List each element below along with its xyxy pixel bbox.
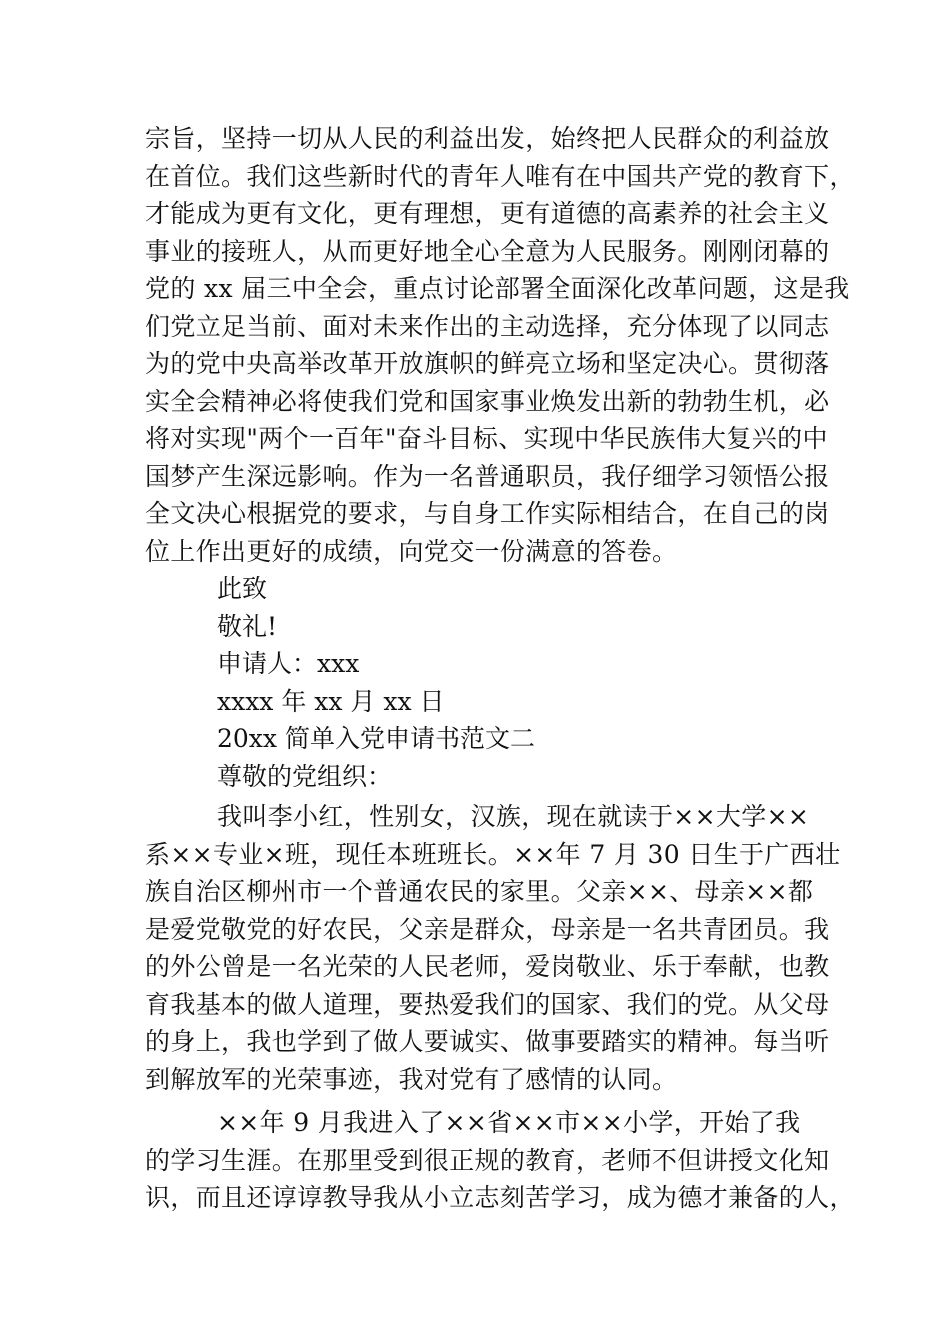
paragraph-self-introduction [145,798,841,1098]
text-line: 的身上，我也学到了做人要诚实、做事要踏实的精神。每当听 [145,1027,830,1056]
text-line: 族自治区柳州市一个普通农民的家里。父亲××、母亲××都 [145,877,814,906]
text-line: 识，而且还谆谆教导我从小立志刻苦学习，成为德才兼备的人， [145,1183,855,1212]
paragraph-party-purpose [145,120,855,570]
text-line: 将对实现"两个一百年"奋斗目标、实现中华民族伟大复兴的中 [145,424,828,453]
text-line: 才能成为更有文化，更有理想，更有道德的高素养的社会主义 [145,199,830,228]
text-line: 宗旨，坚持一切从人民的利益出发，始终把人民群众的利益放 [145,124,830,153]
text-line: 我叫李小红，性别女，汉族，现在就读于××大学×× [217,802,810,831]
text-line: ××年 9 月我进入了××省××市××小学，开始了我 [217,1108,801,1137]
text-line: 位上作出更好的成绩，向党交一份满意的答卷。 [145,536,678,566]
date-line: xxxx 年 xx 月 xx 日 [217,686,445,716]
text-line: 的外公曾是一名光荣的人民老师，爱岗敬业、乐于奉献，也教 [145,952,830,981]
document-body [145,120,855,1217]
text-line: 事业的接班人，从而更好地全心全意为人民服务。刚刚闭幕的 [145,236,830,266]
text-line: 育我基本的做人道理，要热爱我们的国家、我们的党。从父母 [145,989,830,1019]
text-line: 到解放军的光荣事迹，我对党有了感情的认同。 [145,1064,678,1094]
closing-jingli: 敬礼! [217,611,278,641]
closing-zhizhi: 此致 [217,574,268,603]
paragraph-education [145,1104,855,1217]
applicant-line: 申请人：xxx [217,649,360,678]
text-line: 在首位。我们这些新时代的青年人唯有在中国共产党的教育下， [145,161,855,191]
text-line: 系××专业×班，现任本班班长。××年 7 月 30 日生于广西壮 [145,839,841,869]
text-line: 为的党中央高举改革开放旗帜的鲜亮立场和坚定决心。贯彻落 [145,349,830,378]
text-line: 国梦产生深远影响。作为一名普通职员，我仔细学习领悟公报 [145,461,830,491]
text-line: 实全会精神必将使我们党和国家事业焕发出新的勃勃生机，必 [145,386,830,416]
text-line: 全文决心根据党的要求，与自身工作实际相结合，在自己的岗 [145,499,830,528]
text-line: 们党立足当前、面对未来作出的主动选择，充分体现了以同志 [145,311,830,341]
section-title: 20xx 简单入党申请书范文二 [217,724,535,753]
salutation-line: 尊敬的党组织： [217,761,393,791]
text-line: 的学习生涯。在那里受到很正规的教育，老师不但讲授文化知 [145,1145,830,1175]
text-line: 是爱党敬党的好农民，父亲是群众，母亲是一名共青团员。我 [145,914,830,944]
text-line: 党的 xx 届三中全会，重点讨论部署全面深化改革问题，这是我 [145,274,850,303]
